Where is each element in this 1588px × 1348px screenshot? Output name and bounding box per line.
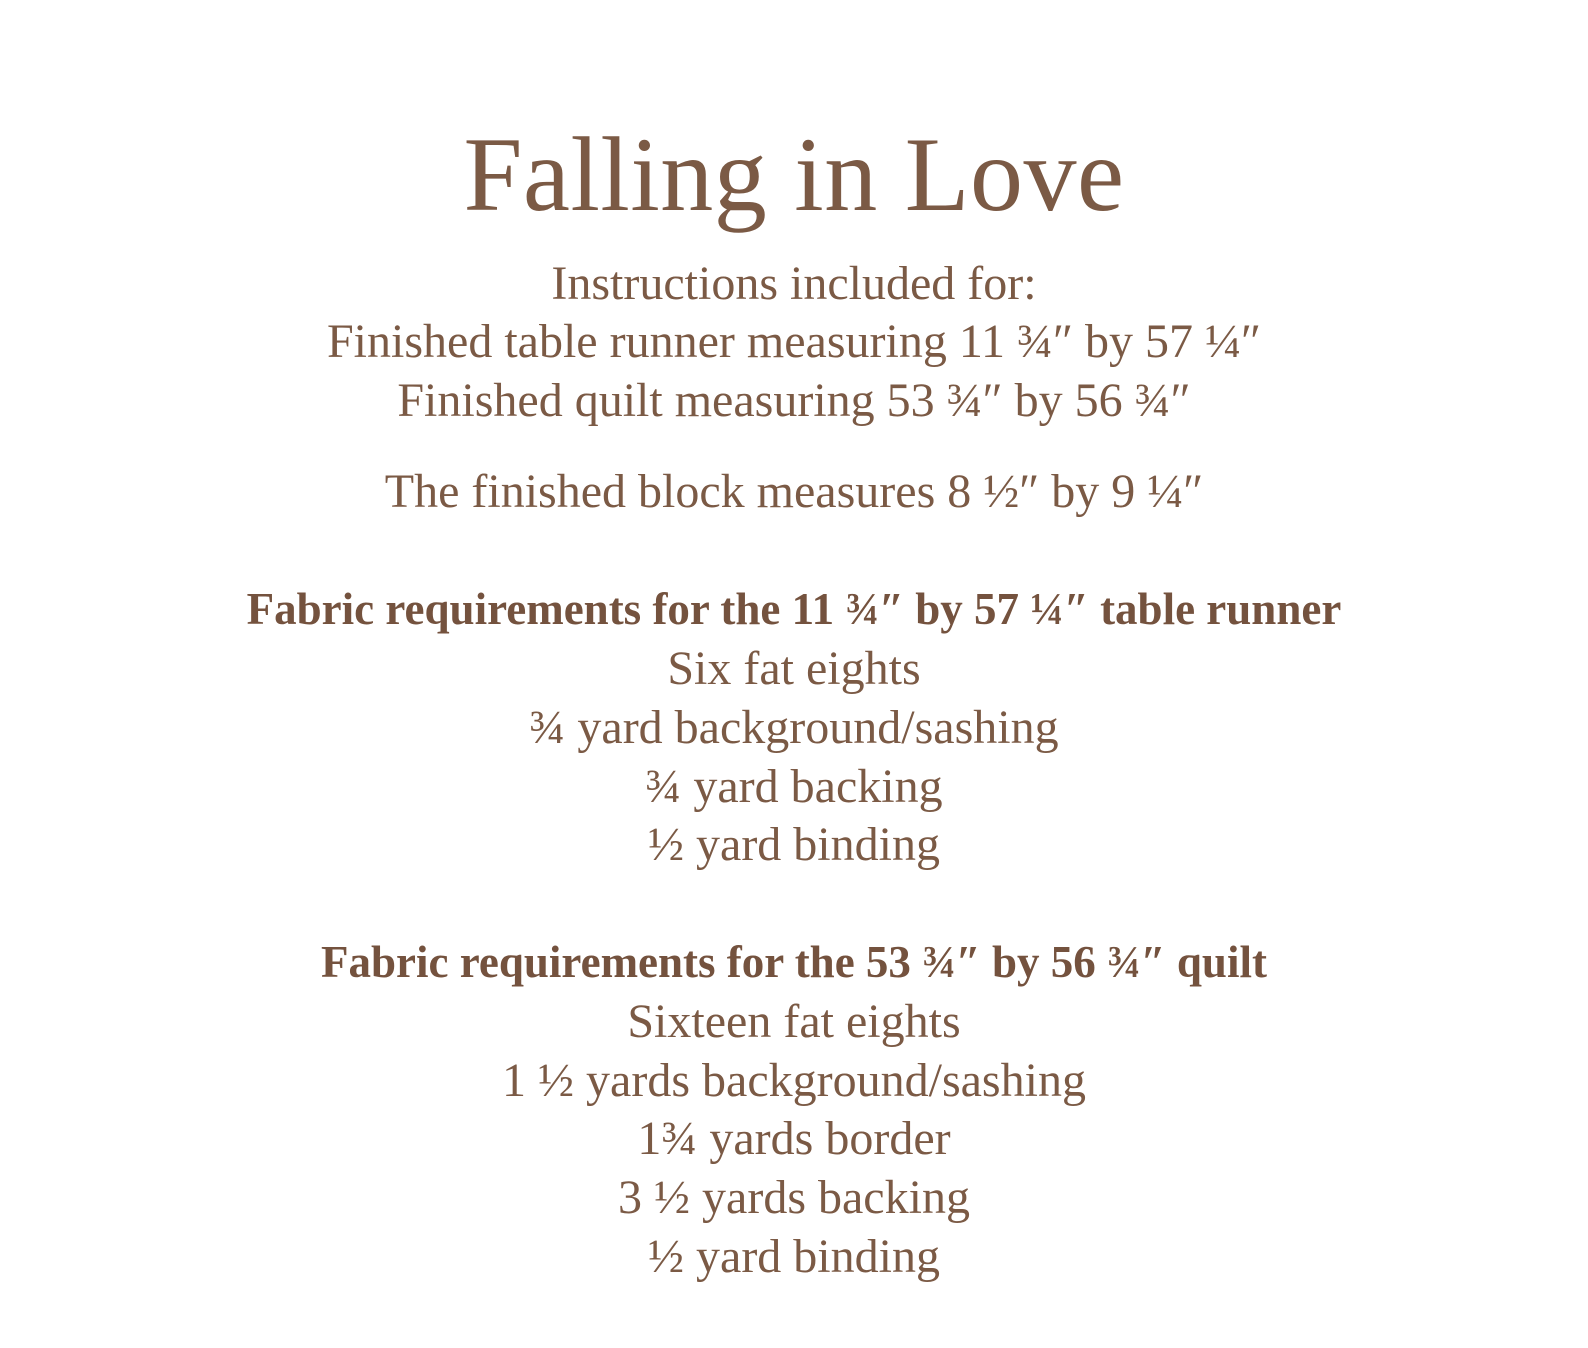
quilt-item: ½ yard binding — [648, 1230, 940, 1283]
page-title: Falling in Love — [463, 116, 1125, 233]
runner-item: ½ yard binding — [648, 818, 940, 871]
quilt-size-line: Finished quilt measuring 53 ¾″ by 56 ¾″ — [397, 374, 1191, 427]
runner-item: ¾ yard backing — [645, 760, 943, 813]
runner-item: ¾ yard background/sashing — [529, 701, 1059, 754]
quilt-item: 1¾ yards border — [637, 1112, 951, 1165]
quilt-item: 3 ½ yards backing — [618, 1171, 970, 1224]
block-size-line: The finished block measures 8 ½″ by 9 ¼″ — [384, 465, 1204, 518]
quilt-requirements-heading: Fabric requirements for the 53 ¾″ by 56 ¾″ quilt — [321, 937, 1267, 987]
runner-item: Six fat eights — [667, 642, 921, 695]
quilt-item: Sixteen fat eights — [627, 995, 961, 1048]
runner-requirements-heading: Fabric requirements for the 11 ¾″ by 57 ¼″ table runner — [246, 584, 1342, 634]
runner-size-line: Finished table runner measuring 11 ¾″ by 57 ¼″ — [326, 315, 1262, 368]
instructions-heading: Instructions included for: — [551, 257, 1037, 310]
quilt-item: 1 ½ yards background/sashing — [502, 1054, 1086, 1107]
